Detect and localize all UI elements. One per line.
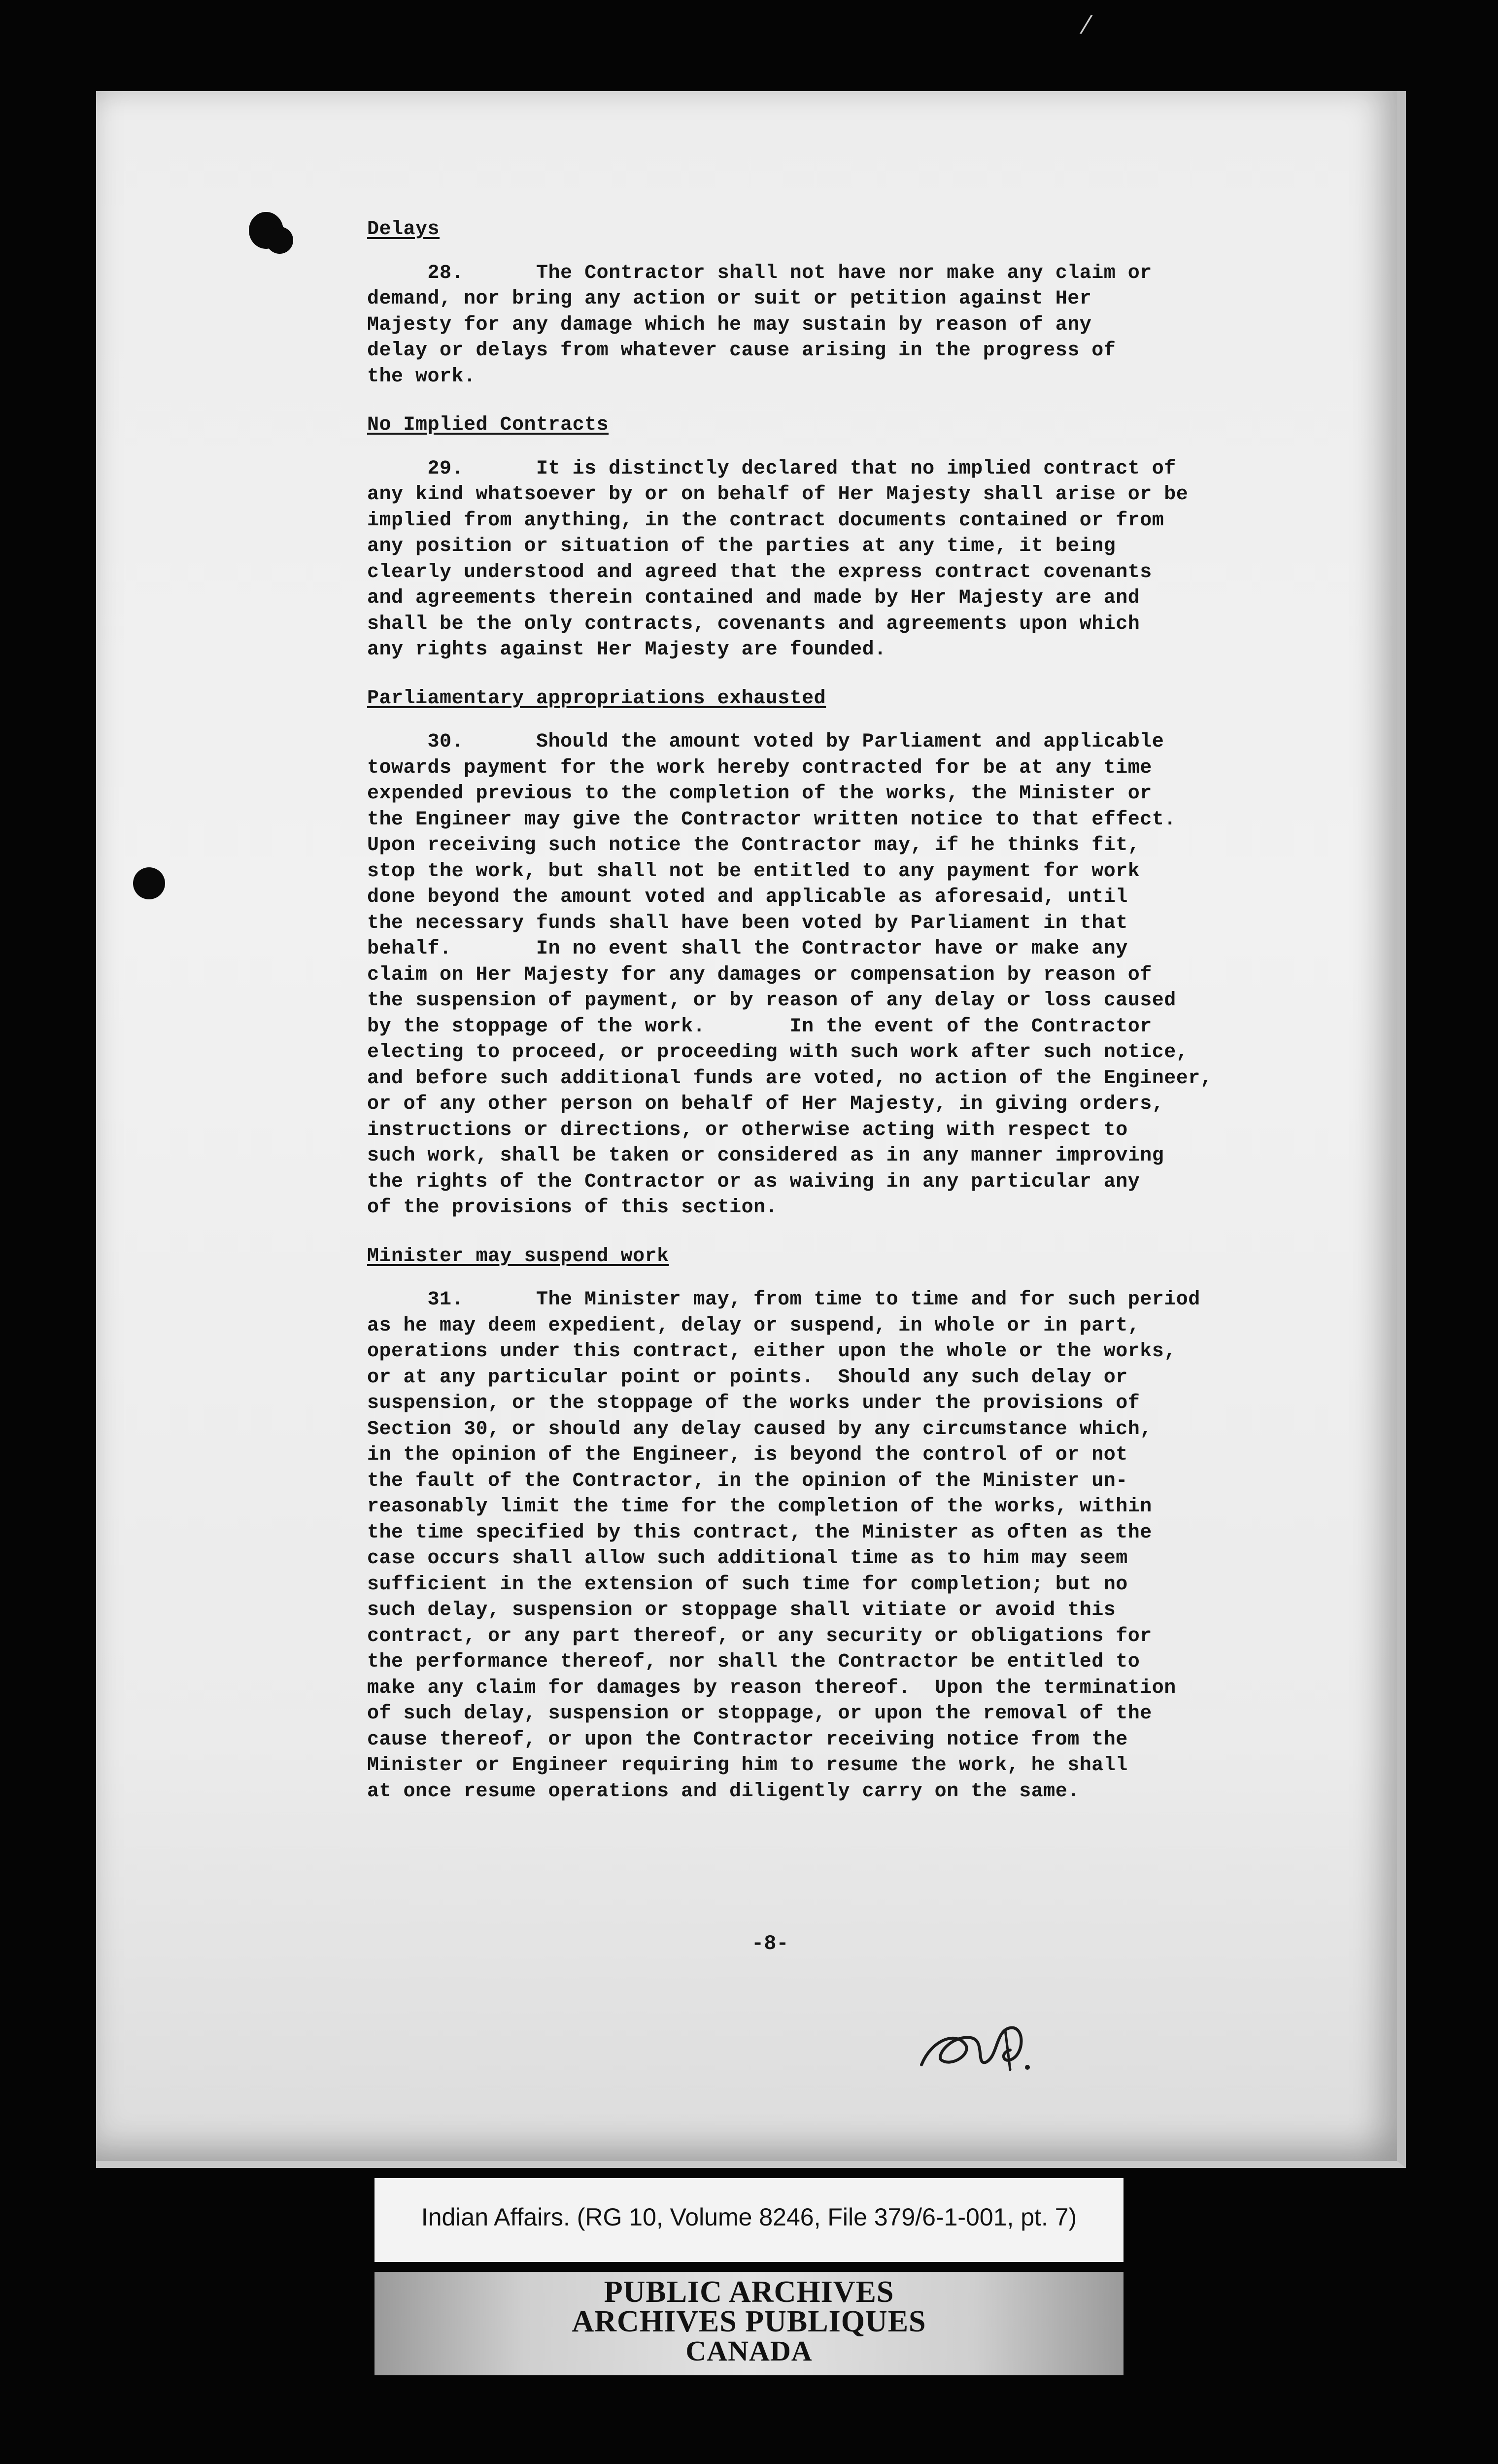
body-text-line: Minister or Engineer requiring him to resume the work, he shall <box>367 1754 1128 1777</box>
body-text-line: at once resume operations and diligently carry on the same. <box>367 1780 1080 1803</box>
body-text-line: the Engineer may give the Contractor written notice to that effect. <box>367 808 1176 831</box>
body-text-line: operations under this contract, either upon the whole or the works, <box>367 1340 1176 1363</box>
body-text-line: 28. The Contractor shall not have nor make any claim or <box>367 262 1152 284</box>
body-text-line: 29. It is distinctly declared that no implied contract of <box>367 457 1176 480</box>
punch-hole-middle <box>133 867 165 899</box>
body-text-line: towards payment for the work hereby contracted for be at any time <box>367 756 1152 779</box>
body-text-line: the necessary funds shall have been voted by Parliament in that <box>367 912 1128 934</box>
body-text-line: of the provisions of this section. <box>367 1197 778 1219</box>
body-text-line: shall be the only contracts, covenants and agreements upon which <box>367 613 1140 635</box>
handwritten-initials <box>912 2011 1050 2080</box>
body-text-line: the fault of the Contractor, in the opinion of the Minister un- <box>367 1470 1128 1492</box>
body-text-line: case occurs shall allow such additional time as to him may seem <box>367 1547 1128 1570</box>
stamp-line-country: CANADA <box>685 2335 813 2367</box>
body-text-line: suspension, or the stoppage of the works under the provisions of <box>367 1392 1140 1414</box>
body-text-line: Section 30, or should any delay caused by any circumstance which, <box>367 1418 1152 1440</box>
body-text-line: of such delay, suspension or stoppage, or upon the removal of the <box>367 1703 1152 1725</box>
body-text-line: any rights against Her Majesty are founded. <box>367 639 886 661</box>
archive-stamp <box>374 2272 1124 2375</box>
body-text-line: claim on Her Majesty for any damages or compensation by reason of <box>367 963 1152 986</box>
body-text-line: the work. <box>367 365 476 388</box>
body-text-line: and before such additional funds are voted, no action of the Engineer, <box>367 1067 1213 1090</box>
body-text-line: such delay, suspension or stoppage shall vitiate or avoid this <box>367 1599 1116 1621</box>
body-text-line: Majesty for any damage which he may sustain by reason of any <box>367 313 1092 336</box>
section-heading: No Implied Contracts <box>367 414 609 436</box>
document-body <box>367 217 1269 1805</box>
body-text-line: or at any particular point or points. Should any such delay or <box>367 1366 1128 1389</box>
body-text-line: by the stoppage of the work. In the event of the Contractor <box>367 1015 1152 1038</box>
punch-hole-top-shadow <box>266 227 293 254</box>
body-text-line: Upon receiving such notice the Contractor may, if he thinks fit, <box>367 834 1140 856</box>
body-text-line: 30. Should the amount voted by Parliament and applicable <box>367 731 1164 753</box>
archive-reference-text: Indian Affairs. (RG 10, Volume 8246, File 379/6-1-001, pt. 7) <box>421 2203 1077 2231</box>
body-text-line: sufficient in the extension of such time for completion; but no <box>367 1573 1128 1596</box>
body-text-line: electing to proceed, or proceeding with such work after such notice, <box>367 1041 1189 1063</box>
section-heading: Minister may suspend work <box>367 1245 669 1267</box>
body-text-line: done beyond the amount voted and applicable as aforesaid, until <box>367 886 1128 908</box>
body-text-line: and agreements therein contained and made by Her Majesty are and <box>367 587 1140 609</box>
body-text-line: reasonably limit the time for the completion of the works, within <box>367 1496 1152 1518</box>
body-text-line: delay or delays from whatever cause arising in the progress of <box>367 340 1116 362</box>
section-heading: Parliamentary appropriations exhausted <box>367 687 826 710</box>
body-text-line: the rights of the Contractor or as waiving in any particular any <box>367 1170 1140 1193</box>
body-text-line: in the opinion of the Engineer, is beyond the control of or not <box>367 1444 1128 1466</box>
body-text-line: 31. The Minister may, from time to time and for such period <box>367 1289 1200 1311</box>
archive-reference-label <box>374 2178 1124 2262</box>
body-text-line: as he may deem expedient, delay or suspend, in whole or in part, <box>367 1314 1140 1337</box>
body-text-line: clearly understood and agreed that the express contract covenants <box>367 561 1152 583</box>
body-text-line: instructions or directions, or otherwise acting with respect to <box>367 1119 1128 1141</box>
body-text-line: the suspension of payment, or by reason of any delay or loss caused <box>367 990 1176 1012</box>
body-text-line: such work, shall be taken or considered as in any manner improving <box>367 1145 1164 1167</box>
body-text-line: the time specified by this contract, the Minister as often as the <box>367 1521 1152 1544</box>
body-text-line: expended previous to the completion of the works, the Minister or <box>367 783 1152 805</box>
body-text-line: demand, nor bring any action or suit or petition against Her <box>367 288 1092 310</box>
body-text-line: make any claim for damages by reason thereof. Upon the termination <box>367 1677 1176 1699</box>
body-text-line: implied from anything, in the contract documents contained or from <box>367 509 1164 532</box>
body-text-line: behalf. In no event shall the Contractor have or make any <box>367 938 1128 960</box>
page-number: -8- <box>751 1932 789 1955</box>
body-text-line: the performance thereof, nor shall the Contractor be entitled to <box>367 1651 1140 1673</box>
frame-corner-mark: ⁄ <box>1084 11 1089 39</box>
stamp-line-french: ARCHIVES PUBLIQUES <box>572 2305 926 2338</box>
body-text-line: cause thereof, or upon the Contractor receiving notice from the <box>367 1728 1128 1751</box>
body-text-line: any position or situation of the parties at any time, it being <box>367 535 1116 557</box>
stamp-line-english: PUBLIC ARCHIVES <box>604 2275 894 2309</box>
body-text-line: any kind whatsoever by or on behalf of Her Majesty shall arise or be <box>367 483 1189 506</box>
body-text-line: or of any other person on behalf of Her Majesty, in giving orders, <box>367 1093 1164 1115</box>
body-text-line: contract, or any part thereof, or any security or obligations for <box>367 1625 1152 1647</box>
body-text-line: stop the work, but shall not be entitled to any payment for work <box>367 860 1140 883</box>
section-heading: Delays <box>367 218 440 240</box>
